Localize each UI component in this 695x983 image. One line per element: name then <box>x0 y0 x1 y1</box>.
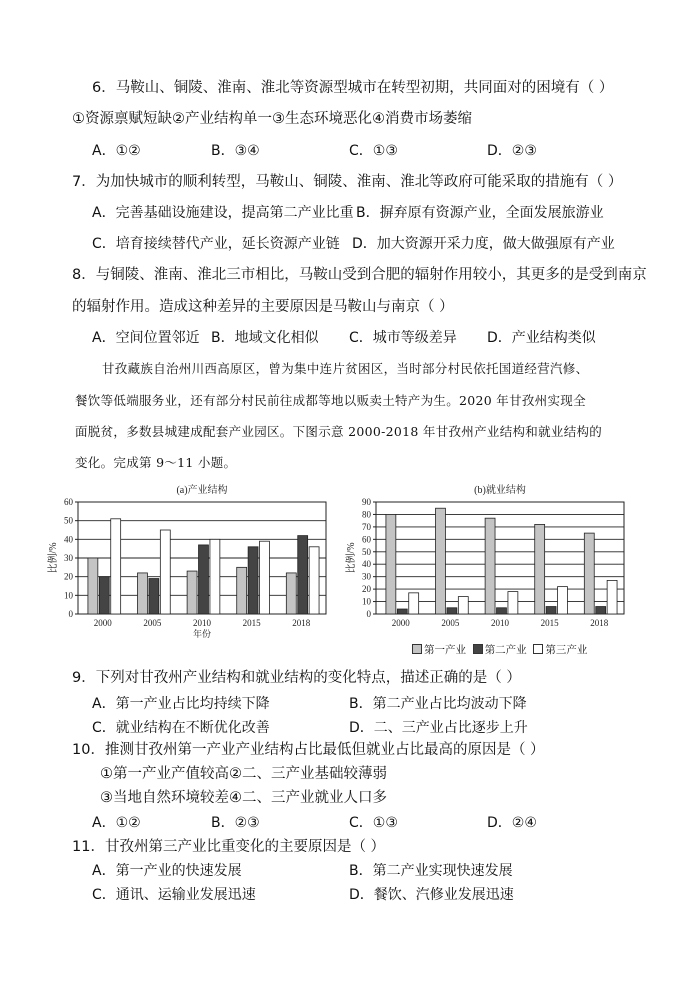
bar <box>546 607 556 614</box>
q7-option-b[interactable]: B．摒弃原有资源产业，全面发展旅游业 <box>356 205 604 221</box>
bar <box>298 536 308 614</box>
x-tick-label: 2010 <box>193 618 211 628</box>
y-tick-label: 10 <box>362 596 371 607</box>
bar <box>485 518 495 614</box>
q8-stem-line-1: 8．与铜陵、淮南、淮北三市相比，马鞍山受到合肥的辐射作用较小，其更多的是受到南京 <box>72 267 647 283</box>
legend-item-primary: 第一产业 <box>412 644 466 656</box>
passage-line-4: 变化。完成第 9～11 小题。 <box>75 455 237 470</box>
q10-option-a[interactable]: A．①② <box>92 815 141 831</box>
bar <box>535 524 545 614</box>
bar <box>497 608 507 614</box>
q11-option-d[interactable]: D．餐饮、汽修业发展迅速 <box>349 887 514 903</box>
bar <box>88 558 98 614</box>
q7-option-a[interactable]: A．完善基础设施建设，提高第二产业比重 <box>92 205 354 221</box>
bar <box>584 533 594 614</box>
q6-option-d[interactable]: D．②③ <box>487 143 537 159</box>
q6-option-a[interactable]: A．①② <box>92 143 141 159</box>
y-tick-label: 90 <box>362 497 371 507</box>
y-tick-label: 30 <box>362 571 371 582</box>
q7-option-d[interactable]: D．加大资源开采力度，做大做强原有产业 <box>352 236 615 252</box>
chart-employment-structure <box>342 480 642 640</box>
y-tick-label: 30 <box>64 553 73 563</box>
x-tick-label: 2000 <box>93 618 112 628</box>
passage-line-1: 甘孜藏族自治州川西高原区，曾为集中连片贫困区，当时部分村民依托国道经营汽修、 <box>102 361 589 376</box>
y-tick-label: 0 <box>68 609 73 619</box>
q8-option-c[interactable]: C．城市等级差异 <box>349 330 457 346</box>
y-tick-label: 80 <box>362 509 371 520</box>
x-tick-label: 2000 <box>391 618 410 628</box>
bar <box>458 597 468 614</box>
chart-legend <box>412 643 587 657</box>
legend-item-tertiary: 第三产业 <box>533 644 587 656</box>
q6-option-c[interactable]: C．①③ <box>349 143 398 159</box>
chart-title: (a)产业结构 <box>176 485 228 496</box>
bar <box>436 508 446 614</box>
bar <box>409 593 419 614</box>
y-tick-label: 50 <box>362 546 371 557</box>
bar <box>111 519 121 614</box>
passage-line-2: 餐饮等低端服务业，还有部分村民前往成都等地以贩卖土特产为生。2020 年甘孜州实现全 <box>75 393 586 408</box>
bar <box>99 577 109 614</box>
bar <box>558 587 568 614</box>
bar <box>607 580 617 614</box>
q9-option-a[interactable]: A．第一产业占比均持续下降 <box>92 696 270 712</box>
q10-option-d[interactable]: D．②④ <box>487 815 537 831</box>
y-tick-label: 60 <box>64 497 73 507</box>
q7-option-c[interactable]: C．培育接续替代产业，延长资源产业链 <box>92 236 340 252</box>
q10-stem: 10．推测甘孜州第一产业产业结构占比最低但就业占比最高的原因是（ ） <box>72 742 545 758</box>
q11-stem: 11．甘孜州第三产业比重变化的主要原因是（ ） <box>72 839 386 855</box>
bar <box>386 514 396 614</box>
x-tick-label: 2010 <box>491 618 509 628</box>
y-tick-label: 40 <box>362 559 371 570</box>
bar <box>397 609 407 614</box>
q10-items-line-1: ①第一产业产值较高②二、三产业基础较薄弱 <box>100 766 387 782</box>
passage-line-3: 面脱贫，多数县城建成配套产业园区。下图示意 2000-2018 年甘孜州产业结构和就业结构的 <box>75 424 603 439</box>
bar <box>447 608 457 614</box>
q11-option-a[interactable]: A．第一产业的快速发展 <box>92 863 242 879</box>
y-tick-label: 20 <box>362 584 371 595</box>
bar <box>149 579 159 614</box>
bar <box>248 547 258 614</box>
bar <box>199 545 209 614</box>
q11-option-c[interactable]: C．通讯、运输业发展迅速 <box>92 887 256 903</box>
bar <box>237 567 247 614</box>
y-tick-label: 40 <box>64 534 73 545</box>
q8-option-a[interactable]: A．空间位置邻近 <box>92 330 200 346</box>
y-tick-label: 0 <box>366 609 371 619</box>
y-tick-label: 50 <box>64 515 73 526</box>
q6-stem: 6．马鞍山、铜陵、淮南、淮北等资源型城市在转型初期，共同面对的困境有（ ） <box>92 80 614 96</box>
y-tick-label: 70 <box>362 521 371 532</box>
q9-option-d[interactable]: D．二、三产业占比逐步上升 <box>349 720 528 736</box>
x-tick-label: 2018 <box>590 618 609 628</box>
x-tick-label: 2015 <box>242 618 261 628</box>
bar <box>187 571 197 614</box>
q7-stem: 7．为加快城市的顺利转型，马鞍山、铜陵、淮南、淮北等政府可能采取的措施有（ ） <box>72 174 623 190</box>
bar <box>160 530 170 614</box>
bar <box>286 573 296 614</box>
bar <box>210 539 220 614</box>
q9-option-b[interactable]: B．第二产业占比均波动下降 <box>349 696 527 712</box>
chart-title: (b)就业结构 <box>474 485 526 496</box>
q6-option-b[interactable]: B．③④ <box>211 143 260 159</box>
q9-stem: 9．下列对甘孜州产业结构和就业结构的变化特点，描述正确的是（ ） <box>72 670 521 686</box>
chart-a-svg <box>44 480 344 640</box>
q8-option-d[interactable]: D．产业结构类似 <box>487 330 596 346</box>
y-axis-label: 比例/% <box>48 542 59 574</box>
bar <box>260 541 270 614</box>
x-tick-label: 2005 <box>441 618 460 628</box>
bar <box>309 547 319 614</box>
q8-stem-line-2: 的辐射作用。造成这种差异的主要原因是马鞍山与南京（ ） <box>72 299 454 315</box>
bar <box>596 607 606 614</box>
q9-option-c[interactable]: C．就业结构在不断优化改善 <box>92 720 270 736</box>
y-axis-label: 比例/% <box>346 542 357 574</box>
x-axis-label: 年份 <box>192 629 212 639</box>
x-tick-label: 2005 <box>143 618 162 628</box>
q10-option-b[interactable]: B．②③ <box>211 815 260 831</box>
q10-option-c[interactable]: C．①③ <box>349 815 398 831</box>
chart-industry-structure <box>44 480 344 640</box>
q10-items-line-2: ③当地自然环境较差④二、三产业就业人口多 <box>100 790 387 806</box>
x-tick-label: 2015 <box>540 618 559 628</box>
bar <box>508 592 518 614</box>
chart-b-svg <box>342 480 642 640</box>
y-tick-label: 20 <box>64 571 73 582</box>
y-tick-label: 10 <box>64 590 73 601</box>
bar <box>138 573 148 614</box>
q8-option-b[interactable]: B．地域文化相似 <box>211 330 319 346</box>
legend-item-secondary: 第二产业 <box>473 644 527 656</box>
y-tick-label: 60 <box>362 534 371 545</box>
q6-items: ①资源禀赋短缺②产业结构单一③生态环境恶化④消费市场萎缩 <box>72 111 472 127</box>
x-tick-label: 2018 <box>292 618 311 628</box>
q11-option-b[interactable]: B．第二产业实现快速发展 <box>349 863 513 879</box>
